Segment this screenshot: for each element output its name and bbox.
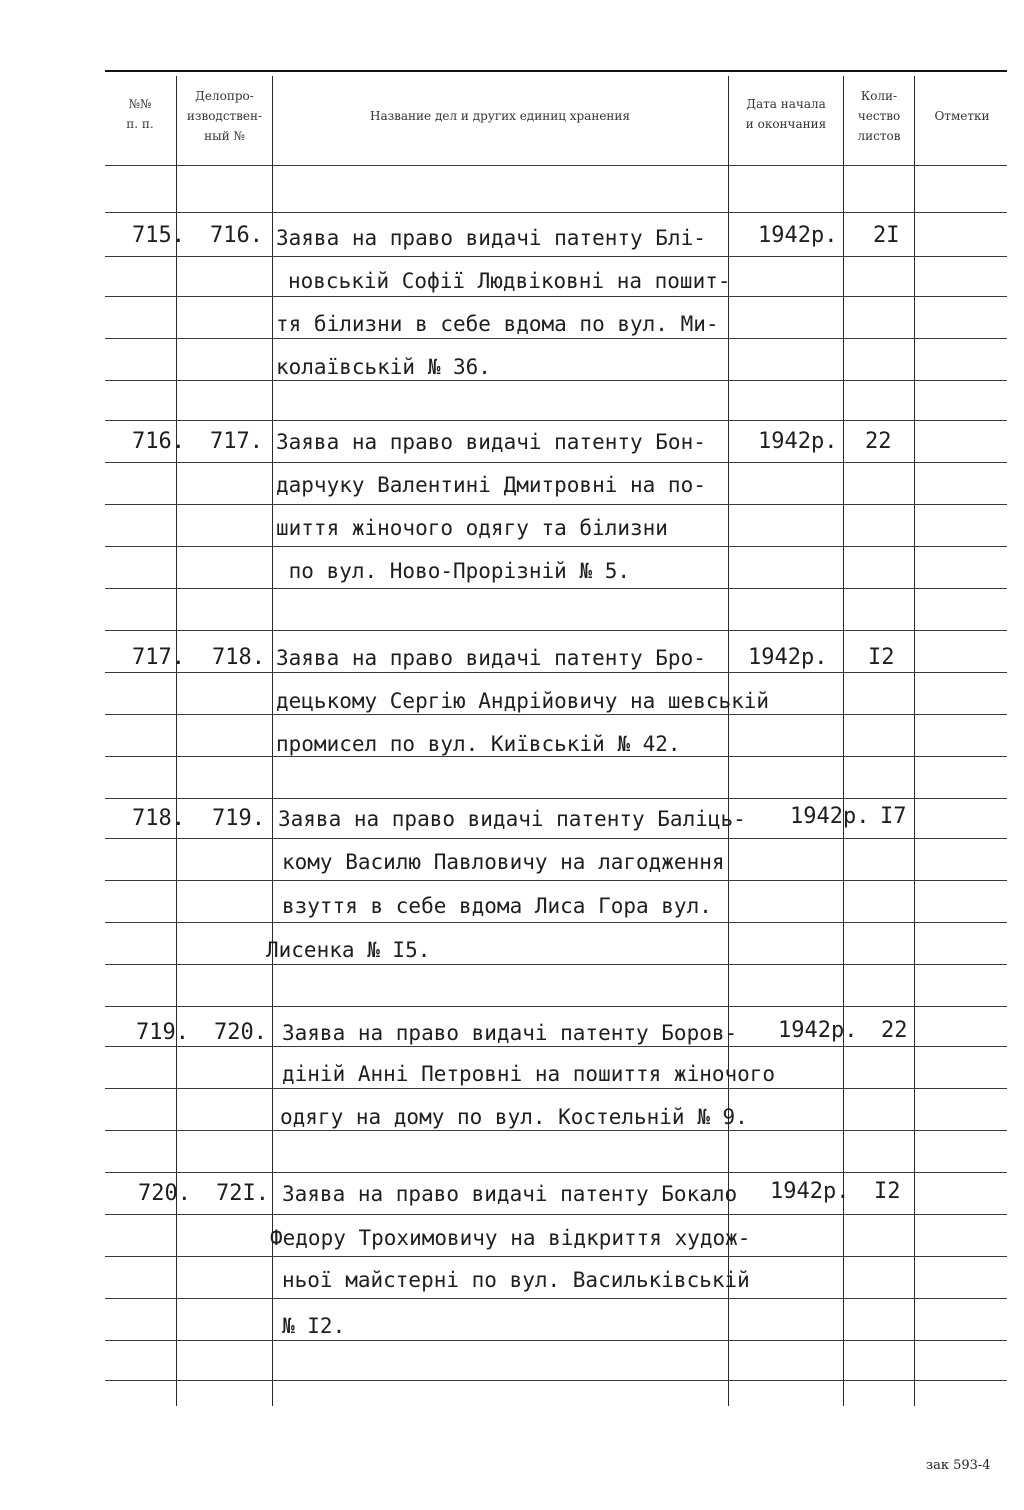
rule	[105, 714, 1007, 715]
rule	[105, 1298, 1007, 1299]
rule	[105, 1088, 1007, 1089]
header-dates: Дата начала и окончания	[745, 97, 827, 131]
entry-date: 1942р.	[790, 804, 870, 829]
entry-title-line: дарчуку Валентині Дмитровні на по-	[276, 473, 706, 497]
header-remarks: Отметки	[934, 109, 990, 123]
column-divider-2	[272, 76, 273, 1406]
rule	[105, 1172, 1007, 1173]
entry-title-line: Заява на право видачі патенту Бокало	[282, 1182, 738, 1206]
seq-number: 715.	[132, 223, 185, 248]
entry-title-line: колаївській № 36.	[276, 355, 491, 379]
entry-sheet-count: I7	[880, 804, 907, 829]
entry-date: 1942р.	[758, 223, 838, 248]
record-number: 720.	[214, 1020, 267, 1045]
order-number: зак 593-4	[926, 1458, 991, 1473]
entry-title-line: ньої майстерні по вул. Васильківській	[282, 1268, 750, 1292]
entry-title-line: Заява на право видачі патенту Блі-	[276, 226, 706, 250]
entry-date: 1942р.	[778, 1018, 858, 1043]
header-title: Название дел и других единиц хранения	[369, 109, 630, 123]
entry-title-line: децькому Сергію Андрійовичу на шевській	[276, 689, 770, 713]
rule	[105, 798, 1007, 799]
rule	[105, 838, 1007, 839]
rule	[105, 420, 1007, 421]
header-seq-number: №№ п. п.	[126, 97, 154, 131]
entry-date: 1942р.	[770, 1179, 850, 1204]
entry-sheet-count: I2	[874, 1179, 901, 1204]
entry-sheet-count: 22	[865, 429, 892, 454]
header-bottom-rule	[105, 165, 1007, 166]
rule	[105, 1214, 1007, 1215]
rule	[105, 672, 1007, 673]
entry-title-line: кому Василю Павловичу на лагодження	[282, 850, 725, 874]
rule	[105, 1340, 1007, 1341]
rule	[105, 1130, 1007, 1131]
entry-sheet-count: 2I	[873, 223, 900, 248]
entry-sheet-count: I2	[868, 645, 895, 670]
entry-title-line: Лисенка № I5.	[266, 938, 431, 962]
record-number: 72I.	[216, 1181, 269, 1206]
entry-title-line: № I2.	[282, 1314, 346, 1338]
entry-sheet-count: 22	[881, 1018, 908, 1043]
rule	[105, 338, 1007, 339]
rule	[105, 922, 1007, 923]
rule	[105, 546, 1007, 547]
entry-title-line: новській Софії Людвіковні на пошит-	[288, 269, 731, 293]
entry-title-line: взуття в себе вдома Лиса Гора вул.	[282, 894, 712, 918]
rule	[105, 964, 1007, 965]
seq-number: 720.	[138, 1181, 191, 1206]
rule	[105, 1380, 1007, 1381]
record-number: 716.	[210, 223, 263, 248]
entry-title-line: одягу на дому по вул. Костельній № 9.	[280, 1105, 748, 1129]
rule	[105, 256, 1007, 257]
entry-title-line: Заява на право видачі патенту Бон-	[276, 430, 706, 454]
entry-title-line: шиття жіночого одягу та білизни	[276, 516, 668, 540]
entry-title-line: Заява на право видачі патенту Баліць-	[278, 807, 746, 831]
entry-title-line: промисел по вул. Київській № 42.	[276, 732, 681, 756]
column-divider-5	[914, 76, 915, 1406]
rule	[105, 1046, 1007, 1047]
entry-title-line: дiнiй Анні Петровні на пошиття жіночого	[282, 1062, 776, 1086]
header-record-number: Делопро- изводствен- ный №	[186, 89, 263, 143]
rule	[105, 1256, 1007, 1257]
seq-number: 719.	[136, 1020, 189, 1045]
entry-date: 1942р.	[758, 429, 838, 454]
entry-date: 1942р.	[748, 645, 828, 670]
header-sheet-count: Коли- чество листов	[857, 89, 901, 143]
rule	[105, 380, 1007, 381]
rule	[105, 880, 1007, 881]
rule	[105, 504, 1007, 505]
entry-title-line: по вул. Ново-Прорізній № 5.	[276, 559, 631, 583]
rule	[105, 588, 1007, 589]
entry-title-line: тя білизни в себе вдома по вул. Ми-	[276, 312, 719, 336]
rule	[105, 462, 1007, 463]
rule	[105, 1006, 1007, 1007]
seq-number: 717.	[132, 645, 185, 670]
record-number: 719.	[212, 806, 265, 831]
rule	[105, 630, 1007, 631]
seq-number: 716.	[132, 429, 185, 454]
record-number: 718.	[212, 645, 265, 670]
entry-title-line: Федору Трохимовичу на відкриття худож-	[270, 1226, 751, 1250]
entry-title-line: Заява на право видачі патенту Бро-	[276, 646, 706, 670]
rule	[105, 296, 1007, 297]
seq-number: 718.	[132, 806, 185, 831]
entry-title-line: Заява на право видачі патенту Боров-	[282, 1021, 738, 1045]
column-divider-4	[843, 76, 844, 1406]
rule	[105, 212, 1007, 213]
record-number: 717.	[210, 429, 263, 454]
header-top-rule	[105, 70, 1007, 72]
